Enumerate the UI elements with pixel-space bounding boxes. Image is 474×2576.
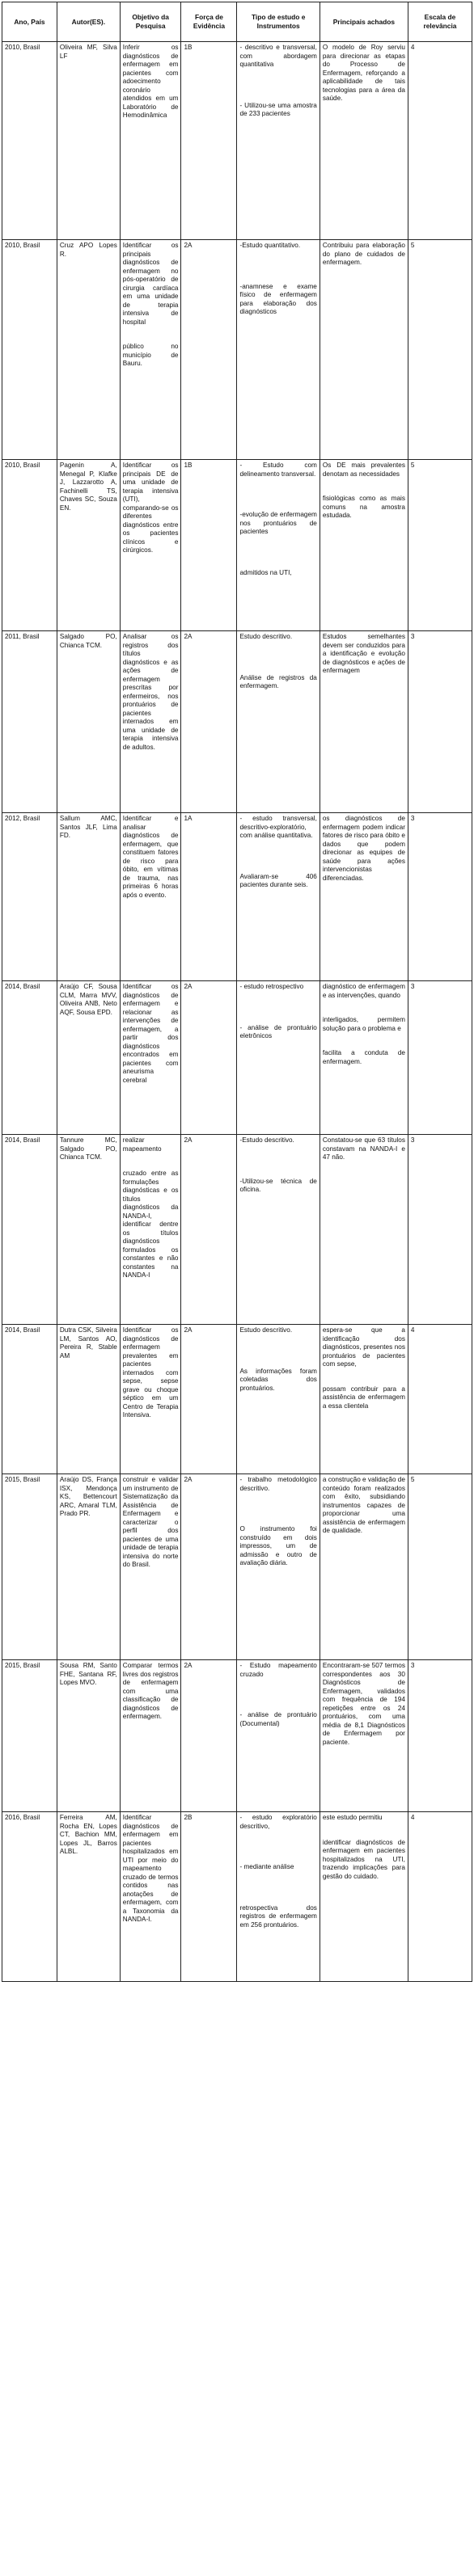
study-type-cell-segment: Estudo descritivo. bbox=[239, 633, 293, 640]
table-row bbox=[2, 1660, 472, 1812]
authors-cell bbox=[57, 240, 120, 460]
table-row bbox=[2, 1474, 472, 1660]
study-type-cell bbox=[237, 460, 320, 631]
evidence-strength-cell-text: 2A bbox=[184, 1662, 193, 1669]
objective-cell-text: Identificar diagnósticos de enfermagem em pacientes hospitalizados em UTI por meio do mapeamento cruzado de termos contidos nas anotações de enfermagem, com a Taxonomia da NANDA-I. bbox=[122, 1814, 179, 1923]
main-findings-cell bbox=[320, 42, 408, 240]
main-findings-cell-text: a construção e validação de conteúdo foram realizados com êxito, subsidiando instrumentos capazes de proporcionar uma assistência de enfermagem de qualidade. bbox=[322, 1476, 405, 1534]
main-findings-cell-text: Contribuiu para elaboração do plano de cuidados de enfermagem. bbox=[322, 242, 405, 266]
year-country-cell-text: 2016, Brasil bbox=[5, 1814, 40, 1821]
year-country-cell bbox=[2, 1325, 57, 1474]
year-country-cell bbox=[2, 1812, 57, 1982]
year-country-cell bbox=[2, 981, 57, 1135]
main-findings-cell bbox=[320, 1135, 408, 1325]
spacer bbox=[239, 642, 316, 674]
authors-cell bbox=[57, 813, 120, 981]
study-type-cell-segment: Estudo descritivo. bbox=[239, 1326, 293, 1334]
year-country-cell-text: 2012, Brasil bbox=[5, 815, 40, 822]
study-type-cell-segment: - estudo transversal, descritivo-exploratório, com análise quantitativa. bbox=[239, 815, 317, 839]
objective-cell-text: Analisar os registros dos títulos diagnósticos e as ações de enfermagem prescritas por enfermeiros, nos prontuários de pacientes internados em uma unidade de terapia intensiva de adultos. bbox=[122, 633, 179, 751]
authors-cell-text: Dutra CSK, Silveira LM, Santos AO, Pereira R, Stable AM bbox=[59, 1326, 117, 1360]
main-findings-cell-text: Encontraram-se 507 termos correspondentes aos 30 Diagnósticos de Enfermagem, validados com frequência de 194 repetições entre os 24 prontuários, com uma média de 8,1 Diagnósticos de Enfermagem por paciente. bbox=[322, 1662, 405, 1746]
authors-cell-text: Pagenin A, Menegal P, Klafke J, Lazzarotto A, Fachinelli TS, Chaves SC, Souza EN. bbox=[59, 462, 117, 512]
year-country-cell-text: 2014, Brasil bbox=[5, 1136, 40, 1144]
evidence-strength-cell bbox=[181, 1660, 237, 1812]
header-study-type: Tipo de estudo e Instrumentos bbox=[237, 2, 320, 42]
year-country-cell bbox=[2, 460, 57, 631]
relevance-scale-cell-text: 3 bbox=[410, 983, 415, 990]
relevance-scale-cell bbox=[408, 460, 472, 631]
spacer bbox=[239, 1145, 316, 1178]
spacer bbox=[239, 251, 316, 283]
header-main-findings: Principais achados bbox=[320, 2, 408, 42]
main-findings-cell bbox=[320, 1660, 408, 1812]
spacer bbox=[123, 1153, 179, 1170]
spacer bbox=[239, 1335, 316, 1368]
relevance-scale-cell bbox=[408, 42, 472, 240]
evidence-strength-cell bbox=[181, 42, 237, 240]
spacer bbox=[239, 479, 316, 511]
study-type-cell bbox=[237, 1474, 320, 1660]
evidence-strength-cell-text: 2A bbox=[184, 983, 193, 990]
main-findings-cell-segment: fisiológicas como as mais comuns na amostra estudada. bbox=[322, 495, 405, 519]
evidence-strength-cell-text: 2A bbox=[184, 633, 193, 640]
study-type-cell bbox=[237, 42, 320, 240]
table-body bbox=[2, 42, 472, 1982]
evidence-strength-cell bbox=[181, 1135, 237, 1325]
study-type-cell-segment: - trabalho metodológico descritivo. bbox=[239, 1476, 317, 1492]
year-country-cell-text: 2015, Brasil bbox=[5, 1476, 40, 1483]
study-type-cell-segment: As informações foram coletadas dos prontuários. bbox=[239, 1367, 317, 1392]
year-country-cell bbox=[2, 240, 57, 460]
evidence-strength-cell bbox=[181, 1812, 237, 1982]
table-row bbox=[2, 1325, 472, 1474]
study-type-cell-segment: admitidos na UTI, bbox=[239, 568, 292, 576]
relevance-scale-cell bbox=[408, 631, 472, 813]
year-country-cell-text: 2010, Brasil bbox=[5, 44, 40, 51]
study-type-cell-segment: Avaliaram-se 406 pacientes durante seis. bbox=[239, 872, 317, 888]
study-type-cell-segment: -Estudo descritivo. bbox=[239, 1136, 294, 1144]
objective-cell-text: Identificar e analisar diagnósticos de enfermagem, que constituem fatores de risco para óbito, em vítimas de trauma, nas primeiras 6 horas após o evento. bbox=[122, 815, 179, 899]
evidence-strength-cell bbox=[181, 460, 237, 631]
relevance-scale-cell bbox=[408, 981, 472, 1135]
authors-cell bbox=[57, 1135, 120, 1325]
study-type-cell bbox=[237, 240, 320, 460]
spacer bbox=[239, 70, 316, 102]
spacer bbox=[239, 537, 316, 569]
table-row bbox=[2, 42, 472, 240]
main-findings-cell bbox=[320, 240, 408, 460]
relevance-scale-cell-text: 5 bbox=[410, 242, 415, 249]
study-type-cell-segment: - descritivo e transversal, com abordagem quantitativa bbox=[239, 44, 317, 68]
main-findings-cell-segment: possam contribuir para a assistência de enfermagem a essa clientela bbox=[322, 1385, 405, 1410]
main-findings-cell-segment: espera-se que a identificação dos diagnósticos, presentes nos prontuários de pacientes com sepse, bbox=[322, 1326, 405, 1368]
objective-cell-text: Inferir os diagnósticos de enfermagem em pacientes com adoecimento coronário atendidos em um Laboratório de Hemodinâmica bbox=[122, 44, 179, 119]
authors-cell bbox=[57, 460, 120, 631]
authors-cell-text: Oliveira MF, Silva LF bbox=[59, 44, 117, 60]
year-country-cell-text: 2015, Brasil bbox=[5, 1662, 40, 1669]
evidence-table bbox=[2, 2, 472, 1982]
objective-cell-segment: realizar mapeamento bbox=[122, 1136, 162, 1153]
objective-cell-segment: público no município de Bauru. bbox=[122, 343, 179, 367]
objective-cell bbox=[120, 1812, 181, 1982]
year-country-cell bbox=[2, 813, 57, 981]
study-type-cell-segment: retrospectiva dos registros de enfermagem em 256 prontuários. bbox=[239, 1904, 317, 1929]
spacer bbox=[123, 327, 179, 343]
authors-cell bbox=[57, 1812, 120, 1982]
header-objective: Objetivo da Pesquisa bbox=[120, 2, 181, 42]
objective-cell bbox=[120, 631, 181, 813]
objective-cell bbox=[120, 240, 181, 460]
header-relevance-scale: Escala de relevância bbox=[408, 2, 472, 42]
main-findings-cell-text: Estudos semelhantes devem ser conduzidos para a identificação e evolução de diagnósticos e ações de enfermagem bbox=[322, 633, 405, 674]
relevance-scale-cell bbox=[408, 1660, 472, 1812]
evidence-strength-cell bbox=[181, 981, 237, 1135]
study-type-cell-segment: - Estudo com delineamento transversal. bbox=[239, 462, 317, 478]
table-row bbox=[2, 1812, 472, 1982]
study-type-cell-segment: -anamnese e exame físico de enfermagem para elaboração dos diagnósticos bbox=[239, 282, 317, 315]
relevance-scale-cell bbox=[408, 813, 472, 981]
study-type-cell bbox=[237, 631, 320, 813]
study-type-cell-segment: -Estudo quantitativo. bbox=[239, 242, 301, 249]
objective-cell-text: Identificar os principais DE de uma unidade de terapia intensiva (UTI), comparando-se os diferentes diagnósticos entre os pacientes clínicos e cirúrgicos. bbox=[122, 462, 179, 554]
year-country-cell bbox=[2, 42, 57, 240]
authors-cell-text: Salgado PO, Chianca TCM. bbox=[59, 633, 117, 649]
main-findings-cell bbox=[320, 460, 408, 631]
study-type-cell-segment: - mediante análise bbox=[239, 1863, 294, 1870]
study-type-cell-segment: - Estudo mapeamento cruzado bbox=[239, 1662, 317, 1678]
main-findings-cell-segment: este estudo permitiu bbox=[322, 1814, 383, 1821]
study-type-cell-segment: Análise de registros da enfermagem. bbox=[239, 673, 317, 689]
study-type-cell-segment: O instrumento foi construído em dois impressos, um de admissão e outro de avaliação diária. bbox=[239, 1525, 317, 1566]
relevance-scale-cell-text: 3 bbox=[410, 633, 415, 640]
spacer bbox=[323, 1000, 405, 1016]
study-type-cell bbox=[237, 1660, 320, 1812]
study-type-cell-segment: - estudo retrospectivo bbox=[239, 983, 304, 990]
evidence-strength-cell bbox=[181, 1325, 237, 1474]
evidence-strength-cell bbox=[181, 240, 237, 460]
relevance-scale-cell bbox=[408, 1474, 472, 1660]
authors-cell bbox=[57, 981, 120, 1135]
table-row bbox=[2, 981, 472, 1135]
header-evidence-strength: Força de Evidência bbox=[181, 2, 237, 42]
study-type-cell-segment: - estudo exploratório descritivo, bbox=[239, 1814, 317, 1830]
authors-cell-text: Tannure MC, Salgado PO, Chianca TCM. bbox=[59, 1136, 117, 1161]
year-country-cell bbox=[2, 631, 57, 813]
main-findings-cell-segment: identificar diagnósticos de enfermagem em pacientes hospitalizados na UTI, trazendo implicações para gestão do cuidado. bbox=[322, 1838, 405, 1880]
relevance-scale-cell-text: 5 bbox=[410, 462, 415, 469]
spacer bbox=[323, 1033, 405, 1049]
header-authors: Autor(ES). bbox=[57, 2, 120, 42]
study-type-cell-segment: -evolução de enfermagem nos prontuários de pacientes bbox=[239, 511, 317, 535]
main-findings-cell-segment: diagnóstico de enfermagem e as intervenções, quando bbox=[322, 983, 405, 999]
main-findings-cell bbox=[320, 981, 408, 1135]
main-findings-cell bbox=[320, 813, 408, 981]
study-type-cell bbox=[237, 1135, 320, 1325]
objective-cell bbox=[120, 813, 181, 981]
evidence-strength-cell-text: 2B bbox=[184, 1814, 193, 1821]
objective-cell bbox=[120, 981, 181, 1135]
authors-cell-text: Araújo CF, Sousa CLM, Marra MVV, Oliveira ANB, Neto AQF, Sousa EPD. bbox=[59, 983, 117, 1016]
authors-cell bbox=[57, 1660, 120, 1812]
main-findings-cell bbox=[320, 1474, 408, 1660]
table-header-row bbox=[2, 2, 472, 42]
authors-cell bbox=[57, 1474, 120, 1660]
relevance-scale-cell-text: 4 bbox=[410, 44, 415, 51]
main-findings-cell-text: Constatou-se que 63 títulos constavam na NANDA-I e 47 não. bbox=[322, 1136, 405, 1161]
authors-cell-text: Ferreira AM, Rocha EN, Lopes CT, Bachion MM, Lopes JL, Barros ALBL. bbox=[59, 1814, 117, 1855]
authors-cell-text: Cruz APO Lopes R. bbox=[59, 242, 117, 258]
objective-cell bbox=[120, 1135, 181, 1325]
study-type-cell-segment: - análise de prontuário eletrônicos bbox=[239, 1023, 317, 1039]
relevance-scale-cell bbox=[408, 1812, 472, 1982]
year-country-cell bbox=[2, 1474, 57, 1660]
main-findings-cell bbox=[320, 631, 408, 813]
relevance-scale-cell bbox=[408, 240, 472, 460]
study-type-cell bbox=[237, 1325, 320, 1474]
authors-cell bbox=[57, 631, 120, 813]
spacer bbox=[239, 1831, 316, 1863]
objective-cell-segment: cruzado entre as formulações diagnósticas e os títulos diagnósticos da NANDA-I, identificar dentre os títulos diagnósticos formulados os constantes e não constantes na NANDA-I bbox=[122, 1170, 179, 1279]
evidence-strength-cell bbox=[181, 1474, 237, 1660]
relevance-scale-cell-text: 4 bbox=[410, 1326, 415, 1334]
table-row bbox=[2, 460, 472, 631]
spacer bbox=[239, 841, 316, 873]
evidence-strength-cell-text: 1A bbox=[184, 815, 193, 822]
study-type-cell-segment: - Utilizou-se uma amostra de 233 pacientes bbox=[239, 101, 317, 117]
main-findings-cell-segment: Os DE mais prevalentes denotam as necessidades bbox=[322, 462, 405, 478]
relevance-scale-cell bbox=[408, 1325, 472, 1474]
objective-cell-text: construir e validar um instrumento de Sistematização da Assistência de Enfermagem e caracterizar o perfil dos pacientes de uma unidade de terapia intensiva do norte do Brasil. bbox=[122, 1476, 179, 1568]
main-findings-cell-text: O modelo de Roy serviu para direcionar as etapas do Processo de Enfermagem, reforçando a aplicabilidade de tais tecnologias para a área da saúde. bbox=[322, 44, 405, 102]
spacer bbox=[323, 479, 405, 495]
objective-cell bbox=[120, 1325, 181, 1474]
relevance-scale-cell-text: 3 bbox=[410, 1662, 415, 1669]
year-country-cell-text: 2010, Brasil bbox=[5, 242, 40, 249]
objective-cell-segment: Identificar os principais diagnósticos de enfermagem no pós-operatório de cirurgia cardíaca em uma unidade de terapia intensiva de hospital bbox=[122, 242, 179, 326]
year-country-cell-text: 2011, Brasil bbox=[5, 633, 40, 640]
main-findings-cell bbox=[320, 1325, 408, 1474]
objective-cell-text: Identificar os diagnósticos de enfermagem prevalentes em pacientes internados com sepse, sepse grave ou choque séptico em um Centro de Terapia Intensiva. bbox=[122, 1326, 179, 1419]
objective-cell bbox=[120, 42, 181, 240]
study-type-cell bbox=[237, 813, 320, 981]
authors-cell-text: Sousa RM, Santo FHE, Santana RF, Lopes MVO. bbox=[59, 1662, 117, 1686]
main-findings-cell bbox=[320, 1812, 408, 1982]
year-country-cell-text: 2014, Brasil bbox=[5, 1326, 40, 1334]
objective-cell-text: Identificar os diagnósticos de enfermagem e relacionar as intervenções de enfermagem, a partir dos diagnósticos encontrados em pacientes com aneurisma cerebral bbox=[122, 983, 179, 1084]
objective-cell-text: Comparar termos livres dos registros de enfermagem com uma classificação de diagnósticos de enfermagem. bbox=[122, 1662, 179, 1720]
spacer bbox=[239, 1872, 316, 1904]
authors-cell-text: Sallum AMC, Santos JLF, Lima FD. bbox=[59, 815, 117, 839]
year-country-cell bbox=[2, 1660, 57, 1812]
evidence-strength-cell bbox=[181, 813, 237, 981]
evidence-strength-cell-text: 2A bbox=[184, 1136, 193, 1144]
year-country-cell bbox=[2, 1135, 57, 1325]
spacer bbox=[239, 992, 316, 1024]
relevance-scale-cell bbox=[408, 1135, 472, 1325]
evidence-strength-cell-text: 2A bbox=[184, 242, 193, 249]
relevance-scale-cell-text: 4 bbox=[410, 1814, 415, 1821]
authors-cell-text: Araújo DS, França ISX, Mendonça KS, Bettencourt ARC, Amaral TLM, Prado PR. bbox=[59, 1476, 117, 1517]
main-findings-cell-segment: interligados, permitem solução para o problema e bbox=[322, 1016, 405, 1032]
study-type-cell-segment: -Utilizou-se técnica de oficina. bbox=[239, 1177, 317, 1193]
objective-cell bbox=[120, 1660, 181, 1812]
spacer bbox=[323, 1369, 405, 1385]
main-findings-cell-text: os diagnósticos de enfermagem podem indicar fatores de risco para óbito e dados que podem direcionar as equipes de saúde para ações intervencionistas diferenciadas. bbox=[322, 815, 405, 882]
year-country-cell-text: 2010, Brasil bbox=[5, 462, 40, 469]
authors-cell bbox=[57, 1325, 120, 1474]
table-row bbox=[2, 813, 472, 981]
header-year-country: Ano, País bbox=[2, 2, 57, 42]
evidence-strength-cell-text: 1B bbox=[184, 462, 193, 469]
table-row bbox=[2, 1135, 472, 1325]
year-country-cell-text: 2014, Brasil bbox=[5, 983, 40, 990]
relevance-scale-cell-text: 3 bbox=[410, 815, 415, 822]
relevance-scale-cell-text: 5 bbox=[410, 1476, 415, 1483]
spacer bbox=[323, 1823, 405, 1839]
study-type-cell bbox=[237, 1812, 320, 1982]
spacer bbox=[239, 1679, 316, 1711]
main-findings-cell-segment: facilita a conduta de enfermagem. bbox=[322, 1049, 405, 1065]
study-type-cell-segment: - análise de prontuário (Documental) bbox=[239, 1711, 317, 1727]
table-row bbox=[2, 631, 472, 813]
study-type-cell bbox=[237, 981, 320, 1135]
evidence-strength-cell-text: 2A bbox=[184, 1476, 193, 1483]
authors-cell bbox=[57, 42, 120, 240]
table-row bbox=[2, 240, 472, 460]
evidence-strength-cell-text: 1B bbox=[184, 44, 193, 51]
objective-cell bbox=[120, 1474, 181, 1660]
evidence-strength-cell bbox=[181, 631, 237, 813]
spacer bbox=[239, 1493, 316, 1525]
objective-cell bbox=[120, 460, 181, 631]
evidence-strength-cell-text: 2A bbox=[184, 1326, 193, 1334]
relevance-scale-cell-text: 3 bbox=[410, 1136, 415, 1144]
